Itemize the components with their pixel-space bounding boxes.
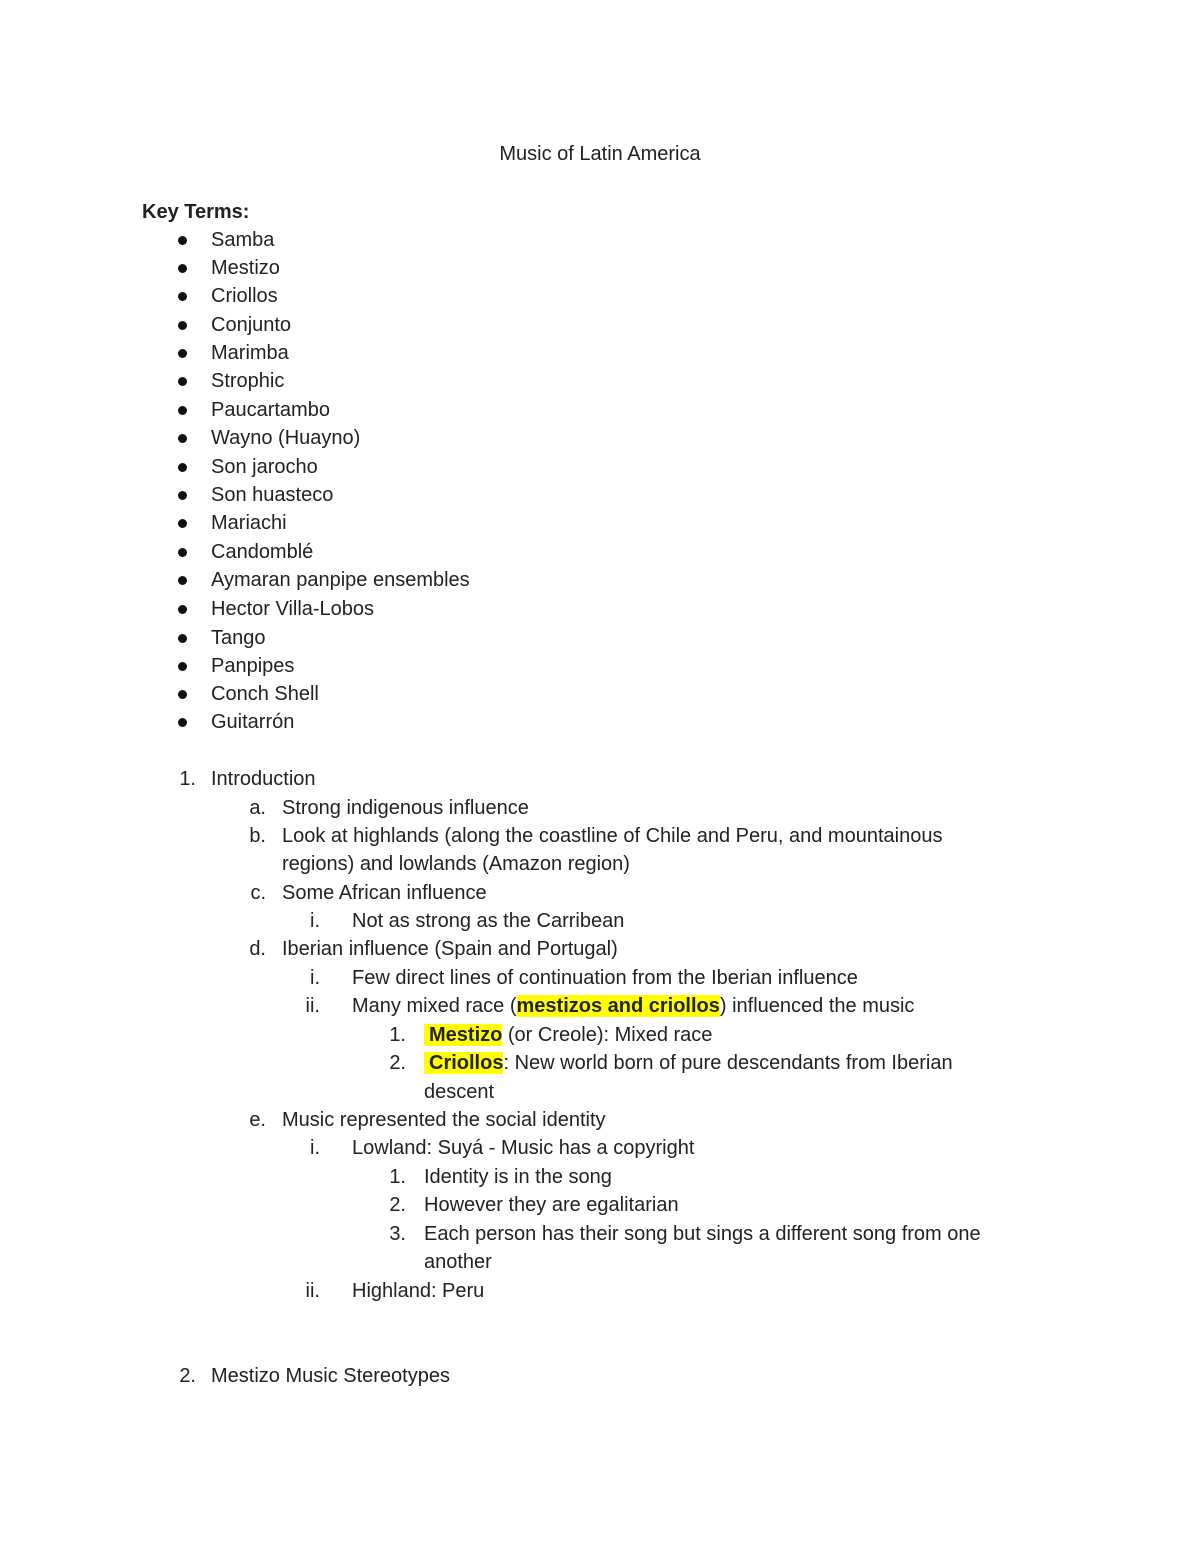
bullet-icon — [178, 634, 187, 643]
key-term-item: Conjunto — [211, 314, 292, 336]
outline-item: Some African influence — [282, 882, 487, 904]
key-term-item: Mestizo — [211, 257, 280, 279]
key-term-item: Aymaran panpipe ensembles — [211, 569, 470, 591]
outline-subitem: Highland: Peru — [352, 1280, 485, 1302]
bullet-icon — [178, 491, 187, 500]
bullet-icon — [178, 519, 187, 528]
bullet-icon — [178, 264, 187, 273]
list-marker: ii. — [305, 995, 320, 1017]
list-marker: 1. — [179, 768, 196, 790]
outline-item: Strong indigenous influence — [282, 797, 529, 819]
outline-section-title: Introduction — [211, 768, 316, 790]
key-term-item: Paucartambo — [211, 399, 330, 421]
list-marker: 2. — [389, 1194, 406, 1216]
outline-subsubitem: Identity is in the song — [424, 1166, 612, 1188]
outline-item: Look at highlands (along the coastline of Chile and Peru, and mountainous — [282, 825, 943, 847]
outline-subitem-text: Many mixed race ( — [352, 995, 517, 1017]
highlighted-term: mestizos and criollos — [516, 995, 720, 1017]
outline-subsubitem — [424, 1021, 712, 1049]
key-term-item: Son jarocho — [211, 456, 318, 478]
highlighted-term: Mestizo — [424, 1024, 502, 1046]
key-term-item: Marimba — [211, 342, 289, 364]
bullet-icon — [178, 605, 187, 614]
list-marker: 3. — [389, 1223, 406, 1245]
outline-subsubitem-continuation: another — [424, 1251, 492, 1273]
bullet-icon — [178, 463, 187, 472]
outline-item-continuation: regions) and lowlands (Amazon region) — [282, 853, 630, 875]
key-term-item: Wayno (Huayno) — [211, 427, 361, 449]
list-marker: a. — [249, 797, 266, 819]
key-term-item: Candomblé — [211, 541, 314, 563]
list-marker: b. — [249, 825, 266, 847]
key-term-item: Hector Villa-Lobos — [211, 598, 375, 620]
list-marker: 2. — [179, 1365, 196, 1387]
list-marker: 2. — [389, 1052, 406, 1074]
list-marker: i. — [310, 967, 320, 989]
bullet-icon — [178, 321, 187, 330]
bullet-icon — [178, 292, 187, 301]
outline-subsubitem — [424, 1049, 953, 1077]
bullet-icon — [178, 349, 187, 358]
key-term-item: Strophic — [211, 370, 285, 392]
key-term-item: Panpipes — [211, 655, 295, 677]
highlighted-term: Criollos — [424, 1052, 503, 1074]
key-term-item: Guitarrón — [211, 711, 295, 733]
bullet-icon — [178, 548, 187, 557]
key-term-item: Son huasteco — [211, 484, 334, 506]
outline-subsubitem-text: : New world born of pure descendants from Iberian — [503, 1052, 953, 1074]
outline-subitem — [352, 992, 914, 1020]
key-terms-heading: Key Terms: — [142, 201, 250, 223]
outline-item: Iberian influence (Spain and Portugal) — [282, 938, 618, 960]
bullet-icon — [178, 576, 187, 585]
outline-subitem-text: ) influenced the music — [719, 995, 915, 1017]
bullet-icon — [178, 662, 187, 671]
outline-section-title: Mestizo Music Stereotypes — [211, 1365, 450, 1387]
key-term-item: Criollos — [211, 285, 278, 307]
bullet-icon — [178, 690, 187, 699]
list-marker: i. — [310, 910, 320, 932]
outline-subsubitem: However they are egalitarian — [424, 1194, 679, 1216]
key-term-item: Tango — [211, 627, 266, 649]
bullet-icon — [178, 406, 187, 415]
list-marker: 1. — [389, 1166, 406, 1188]
outline-subsubitem-text: (or Creole): Mixed race — [502, 1024, 713, 1046]
outline-subitem: Lowland: Suyá - Music has a copyright — [352, 1137, 695, 1159]
outline-item: Music represented the social identity — [282, 1109, 606, 1131]
outline-subitem: Not as strong as the Carribean — [352, 910, 625, 932]
key-term-item: Mariachi — [211, 512, 287, 534]
bullet-icon — [178, 434, 187, 443]
page-title: Music of Latin America — [499, 143, 701, 165]
list-marker: c. — [250, 882, 266, 904]
bullet-icon — [178, 377, 187, 386]
list-marker: e. — [249, 1109, 266, 1131]
outline-subsubitem-continuation: descent — [424, 1081, 495, 1103]
list-marker: ii. — [305, 1280, 320, 1302]
bullet-icon — [178, 718, 187, 727]
outline-subsubitem: Each person has their song but sings a different song from one — [424, 1223, 981, 1245]
list-marker: d. — [249, 938, 266, 960]
outline-subitem: Few direct lines of continuation from the Iberian influence — [352, 967, 858, 989]
key-term-item: Samba — [211, 229, 275, 251]
bullet-icon — [178, 236, 187, 245]
list-marker: i. — [310, 1137, 320, 1159]
list-marker: 1. — [389, 1024, 406, 1046]
key-term-item: Conch Shell — [211, 683, 319, 705]
